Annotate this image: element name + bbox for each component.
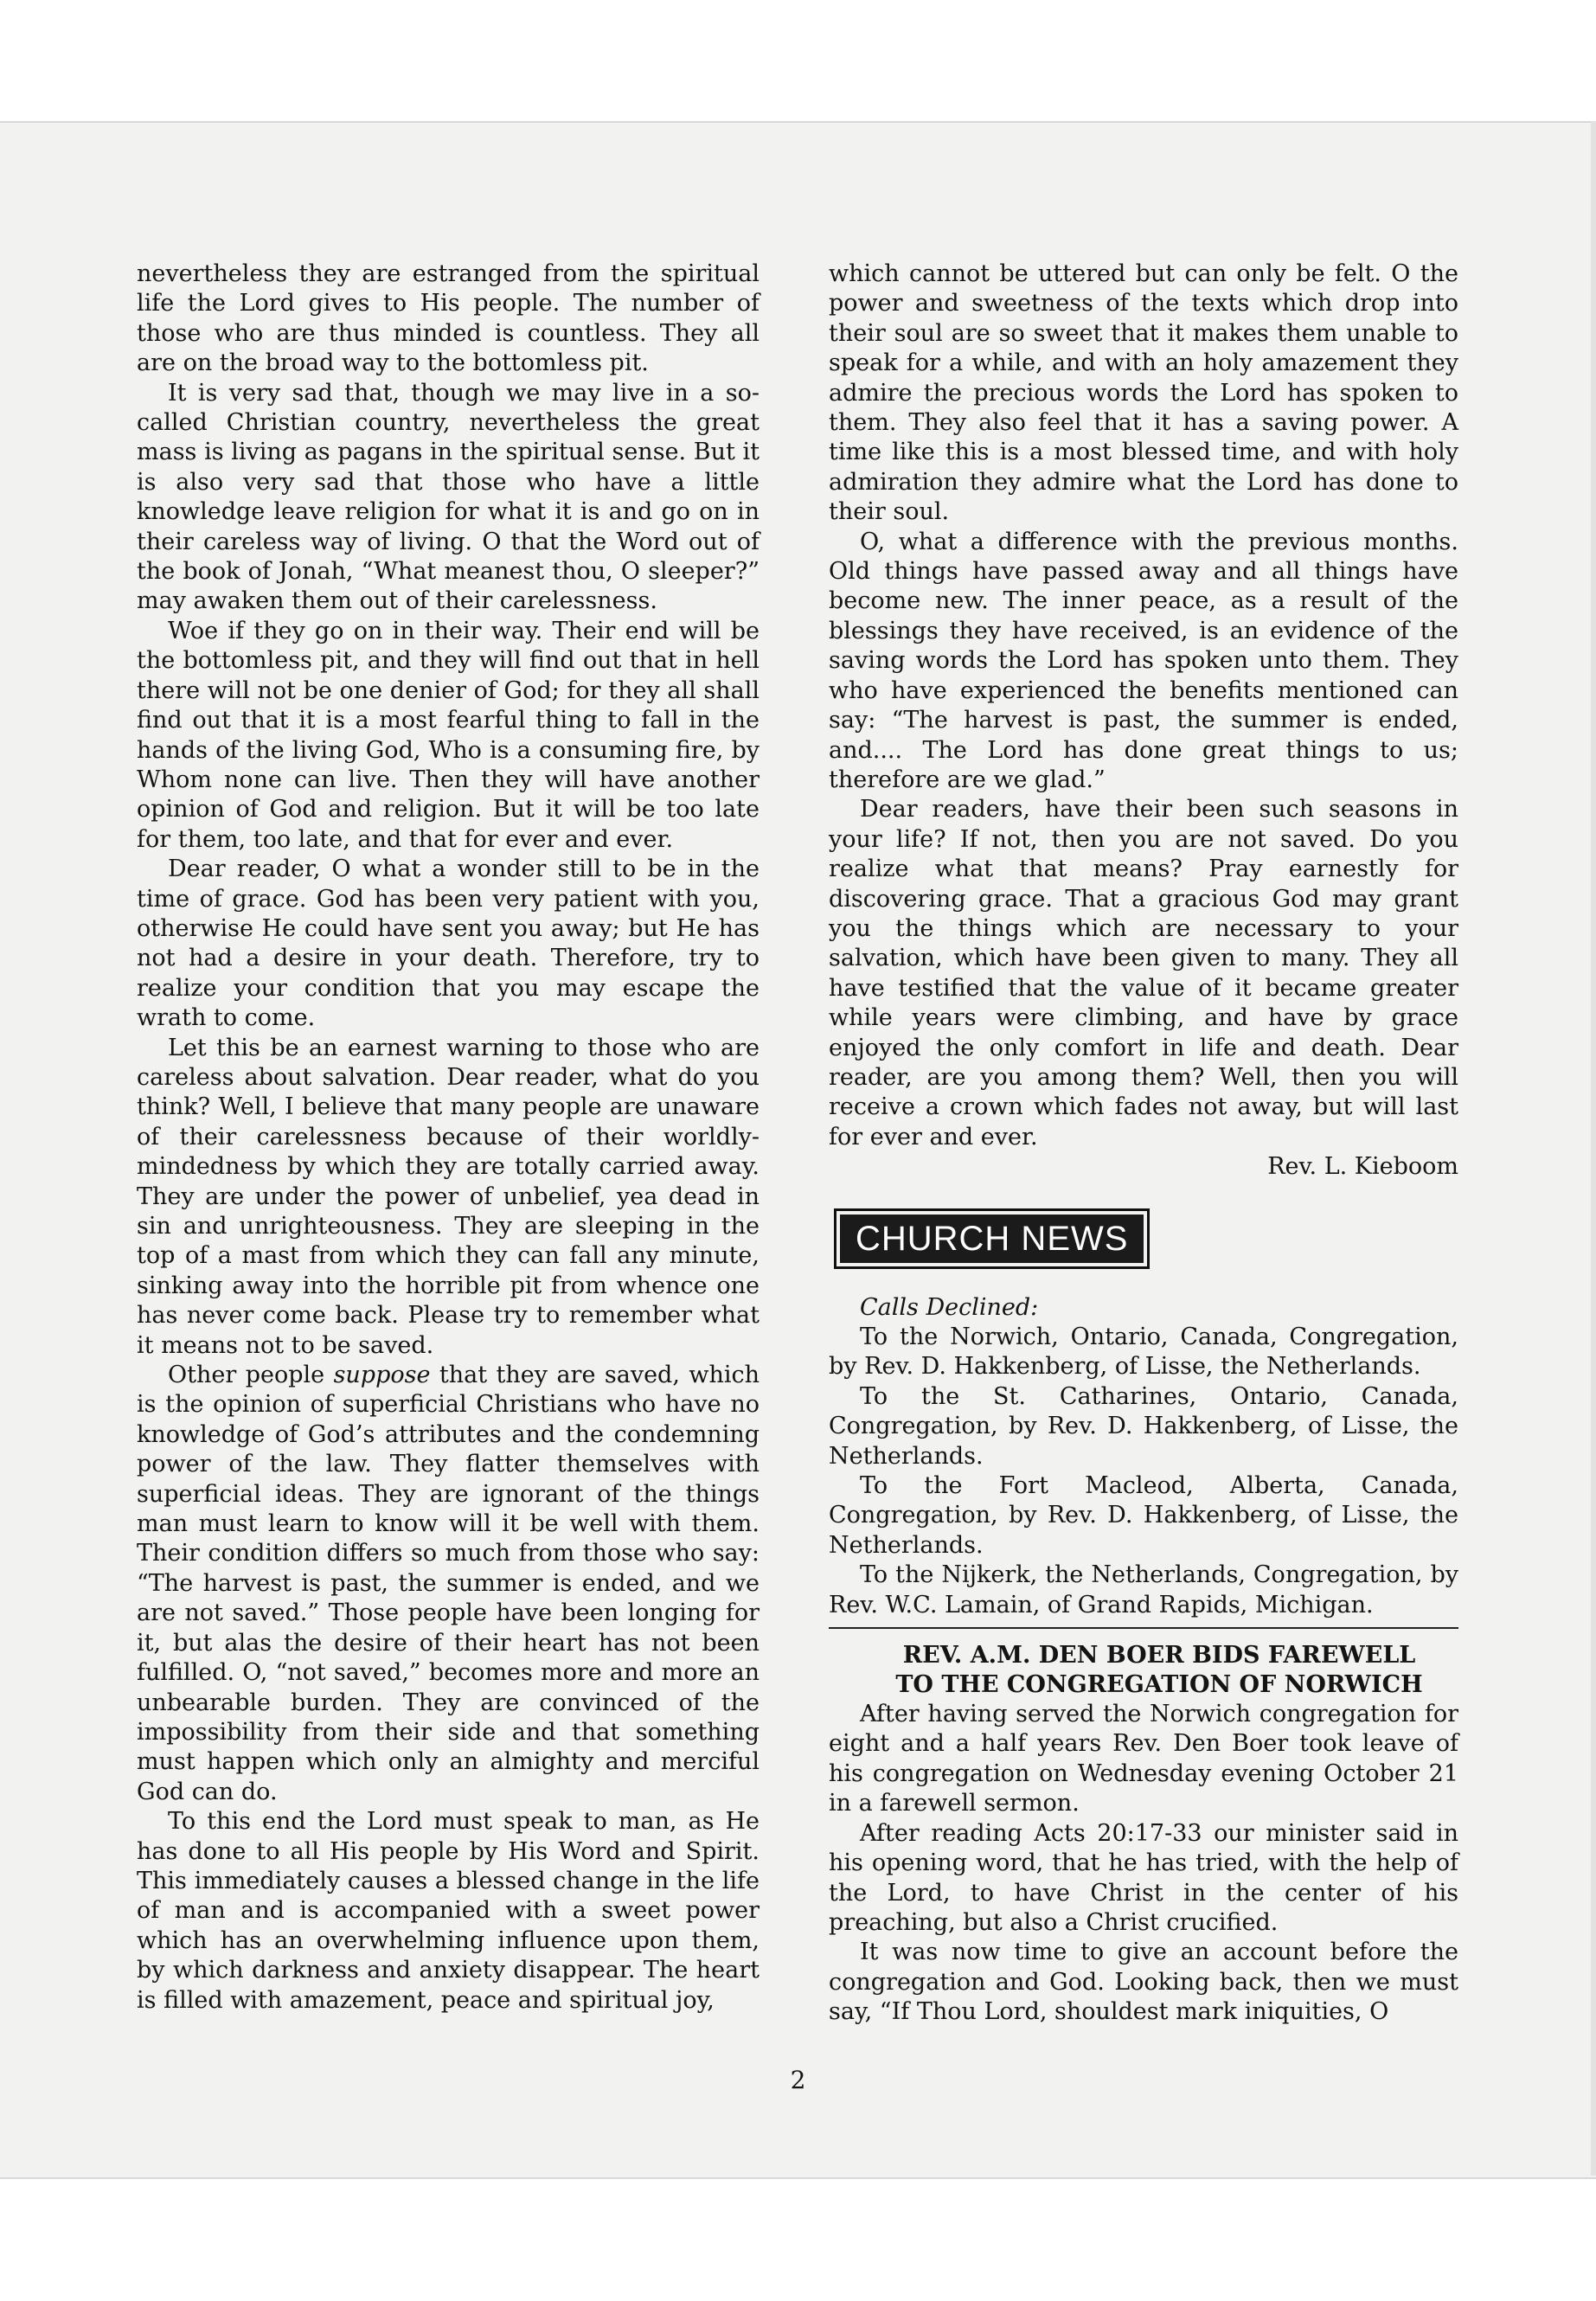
call-item: To the Fort Macleod, Alberta, Canada, Congregation, by Rev. D. Hakkenberg, of Lisse, the Netherlands. bbox=[829, 1472, 1458, 1559]
call-item: To the Norwich, Ontario, Canada, Congregation, by Rev. D. Hakkenberg, of Lisse, the Netherlands. bbox=[829, 1324, 1458, 1381]
section-divider bbox=[829, 1627, 1458, 1629]
calls-declined-label: Calls Declined: bbox=[860, 1293, 1039, 1321]
page-edge bbox=[1591, 121, 1596, 2176]
page-number: 2 bbox=[790, 2066, 806, 2094]
article-title-line: REV. A.M. DEN BOER BIDS FAREWELL bbox=[902, 1642, 1416, 1670]
paragraph: It was now time to give an account before the congregation and God. Looking back, then we must say, “If Thou Lord, shouldest mark iniquities, O bbox=[829, 1939, 1458, 2026]
paragraph: Let this be an earnest warning to those who are careless about salvation. Dear reader, what do you think? Well, I believe that many people are unaware of their carelessness because of their worldly-mindedness by which they are totally carried away. They are under the power of unbelief, yea dead in sin and unrighteousness. They are sleeping in the top of a mast from which they can fall any minute, sinking away into the horrible pit from whence one has never come back. Please try to remember what it means not to be saved. bbox=[137, 1034, 760, 1359]
emphasis-word: suppose bbox=[333, 1362, 431, 1389]
paragraph: O, what a difference with the previous months. Old things have passed away and all things have become new. The inner peace, as a result of the blessings they have received, is an evidence of the saving words the Lord has spoken unto them. They who have experienced the benefits mentioned can say: “The harvest is past, the summer is ended, and.... The Lord has done great things to us; therefore are we glad.” bbox=[829, 528, 1458, 793]
paragraph-text: Other people bbox=[168, 1362, 334, 1389]
paragraph: nevertheless they are estranged from the spiritual life the Lord gives to His people. The number of those who are thus minded is countless. They all are on the broad way to the bottomless pit. bbox=[137, 260, 760, 377]
church-news-label: CHURCH NEWS bbox=[840, 1215, 1144, 1263]
paragraph: It is very sad that, though we may live in a so-called Christian country, nevertheless the great mass is living as pagans in the spiritual sense. But it is also very sad that those who have a little knowledge leave religion for what it is and go on in their careless way of living. O that the Word out of the book of Jonah, “What meanest thou, O sleeper?” may awaken them out of their carelessness. bbox=[137, 379, 760, 615]
paragraph: After reading Acts 20:17-33 our minister said in his opening word, that he has tried, with the help of the Lord, to have Christ in the center of his preaching, but also a Christ crucified. bbox=[829, 1819, 1458, 1936]
paragraph-text: that they are saved, which is the opinion of superficial Christians who have no knowledge of God’s attributes and the condemning power of the law. They flatter themselves with superficial ideas. They are ignorant of the things man must learn to know will it be well with them. Their condition differs so much from those who say: “The harvest is past, the summer is ended, and we are not saved.” Those people have been longing for it, but alas the desire of their heart has not been fulfilled. O, “not saved,” becomes more and more an unbearable burden. They are convinced of the impossibility from their side and that something must happen which only an almighty and merciful God can do. bbox=[137, 1362, 760, 1805]
author-signature: Rev. L. Kieboom bbox=[1267, 1153, 1458, 1181]
paragraph: Woe if they go on in their way. Their end will be the bottomless pit, and they will find out that in hell there will not be one denier of God; for they all shall find out that it is a most fearful thing to fall in the hands of the living God, Who is a consuming fire, by Whom none can live. Then they will have another opinion of God and religion. But it will be too late for them, too late, and that for ever and ever. bbox=[137, 617, 760, 853]
paragraph: Dear reader, O what a wonder still to be in the time of grace. God has been very patient with you, otherwise He could have sent you away; but He has not had a desire in your death. Therefore, try to realize your condition that you may escape the wrath to come. bbox=[137, 856, 760, 1032]
paragraph: After having served the Norwich congregation for eight and a half years Rev. Den Boer took leave of his congregation on Wednesday evening October 21 in a farewell sermon. bbox=[829, 1701, 1458, 1817]
paragraph: To this end the Lord must speak to man, as He has done to all His people by His Word and Spirit. This immediately causes a blessed change in the life of man and is accompanied with a sweet power which has an overwhelming influence upon them, by which darkness and anxiety disappear. The heart is filled with amazement, peace and spiritual joy, bbox=[137, 1808, 760, 2014]
left-column bbox=[137, 260, 760, 2016]
right-column bbox=[829, 260, 1458, 2028]
paragraph: Dear readers, have their been such seasons in your life? If not, then you are not saved. Do you realize what that means? Pray earnestly for discovering grace. That a gracious God may grant you the things which are necessary to your salvation, which have been given to many. They all have testified that the value of it became greater while years were climbing, and have by grace enjoyed the only comfort in life and death. Dear reader, are you among them? Well, then you will receive a crown which fades not away, but will last for ever and ever. bbox=[829, 796, 1458, 1150]
article-title-line: TO THE CONGREGATION OF NORWICH bbox=[895, 1671, 1423, 1699]
paragraph: which cannot be uttered but can only be felt. O the power and sweetness of the texts which drop into their soul are so sweet that it makes them unable to speak for a while, and with an holy amazement they admire the precious words the Lord has spoken to them. They also feel that it has a saving power. A time like this is a most blessed time, and with holy admiration they admire what the Lord has done to their soul. bbox=[829, 260, 1458, 526]
call-item: To the Nijkerk, the Netherlands, Congregation, by Rev. W.C. Lamain, of Grand Rapids, Michigan. bbox=[829, 1561, 1458, 1618]
church-news-badge bbox=[834, 1208, 1150, 1269]
paragraph bbox=[137, 1361, 760, 1807]
call-item: To the St. Catharines, Ontario, Canada, Congregation, by Rev. D. Hakkenberg, of Lisse, the Netherlands. bbox=[829, 1382, 1458, 1470]
